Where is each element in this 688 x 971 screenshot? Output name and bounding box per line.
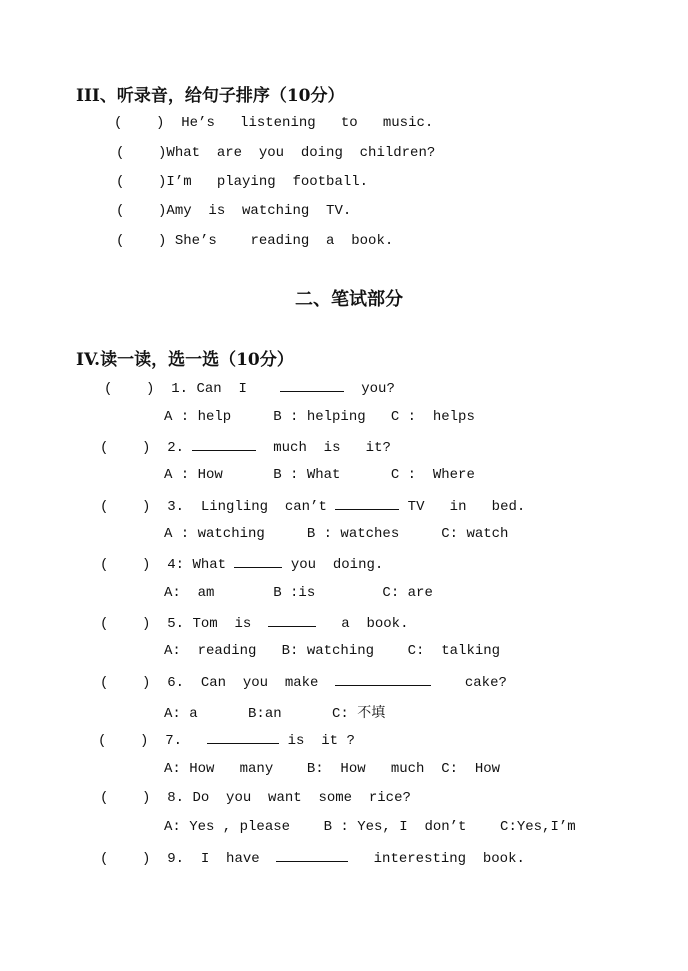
question-text: interesting book. xyxy=(348,851,525,867)
answer-blank[interactable] xyxy=(268,614,316,627)
answer-paren: ( ) xyxy=(100,675,151,691)
answer-paren: ( ) xyxy=(98,733,149,749)
answer-blank[interactable] xyxy=(335,673,431,686)
part-2-title: 二、笔试部分 xyxy=(295,289,403,310)
list-item xyxy=(116,174,368,190)
question-text: TV in bed. xyxy=(399,499,526,515)
answer-paren: ( ) xyxy=(100,557,151,573)
list-item xyxy=(114,115,433,131)
question-3 xyxy=(100,497,525,515)
question-8 xyxy=(100,790,411,806)
sentence-text: He’s listening to music. xyxy=(181,115,434,131)
question-1 xyxy=(104,379,395,397)
options: A: am B :is C: are xyxy=(164,585,433,601)
answer-paren: ( ) xyxy=(116,233,167,249)
answer-blank[interactable] xyxy=(207,731,279,744)
sentence-text: Amy is watching TV. xyxy=(166,203,352,219)
question-9 xyxy=(100,849,525,867)
question-text: 6. Can you make xyxy=(167,675,336,691)
answer-blank[interactable] xyxy=(335,497,399,510)
options: A: Yes , please B : Yes, I don’t C:Yes,I’m xyxy=(164,819,576,835)
list-item xyxy=(116,145,435,161)
question-text: 9. I have xyxy=(167,851,277,867)
answer-blank[interactable] xyxy=(280,379,344,392)
options: A: reading B: watching C: talking xyxy=(164,643,501,659)
question-text: is it ? xyxy=(279,733,355,749)
sentence-text: What are you doing children? xyxy=(166,145,436,161)
list-item xyxy=(116,233,393,249)
section-4-title: IV.读一读，选一选（10分） xyxy=(76,350,294,370)
section-3-title: III、听录音，给句子排序（10分） xyxy=(76,86,345,106)
options: A : watching B : watches C: watch xyxy=(164,526,509,542)
answer-blank[interactable] xyxy=(192,438,256,451)
options: A: How many B: How much C: How xyxy=(164,761,501,777)
answer-paren: ( ) xyxy=(116,174,167,190)
answer-paren: ( ) xyxy=(116,203,167,219)
list-item xyxy=(116,203,351,219)
answer-paren: ( ) xyxy=(116,145,167,161)
question-7 xyxy=(98,731,355,749)
question-2 xyxy=(100,438,391,456)
sentence-text: I’m playing football. xyxy=(166,174,369,190)
question-text: a book. xyxy=(316,616,409,632)
question-text: you doing. xyxy=(282,557,384,573)
answer-paren: ( ) xyxy=(100,616,151,632)
answer-paren: ( ) xyxy=(104,381,155,397)
question-text: much is it? xyxy=(256,440,391,456)
answer-paren: ( ) xyxy=(100,499,151,515)
answer-blank[interactable] xyxy=(234,555,282,568)
question-text: 8. Do you want some rice? xyxy=(167,790,411,806)
answer-paren: ( ) xyxy=(100,851,151,867)
answer-paren: ( ) xyxy=(100,440,151,456)
question-text: you? xyxy=(344,381,395,397)
sentence-text: She’s reading a book. xyxy=(174,233,394,249)
question-text: 5. Tom is xyxy=(167,616,269,632)
question-text: 7. xyxy=(165,733,208,749)
question-text: 2. xyxy=(167,440,193,456)
answer-paren: ( ) xyxy=(114,115,165,131)
question-text: 1. Can I xyxy=(171,381,281,397)
question-text: 3. Lingling can’t xyxy=(167,499,336,515)
question-text: cake? xyxy=(431,675,507,691)
options: A : How B : What C : Where xyxy=(164,467,475,483)
options: A: a B:an C: 不填 xyxy=(164,706,386,722)
answer-paren: ( ) xyxy=(100,790,151,806)
question-6 xyxy=(100,673,507,691)
question-text: 4: What xyxy=(167,557,235,573)
answer-blank[interactable] xyxy=(276,849,348,862)
options: A : help B : helping C : helps xyxy=(164,409,475,425)
question-5 xyxy=(100,614,408,632)
question-4 xyxy=(100,555,383,573)
